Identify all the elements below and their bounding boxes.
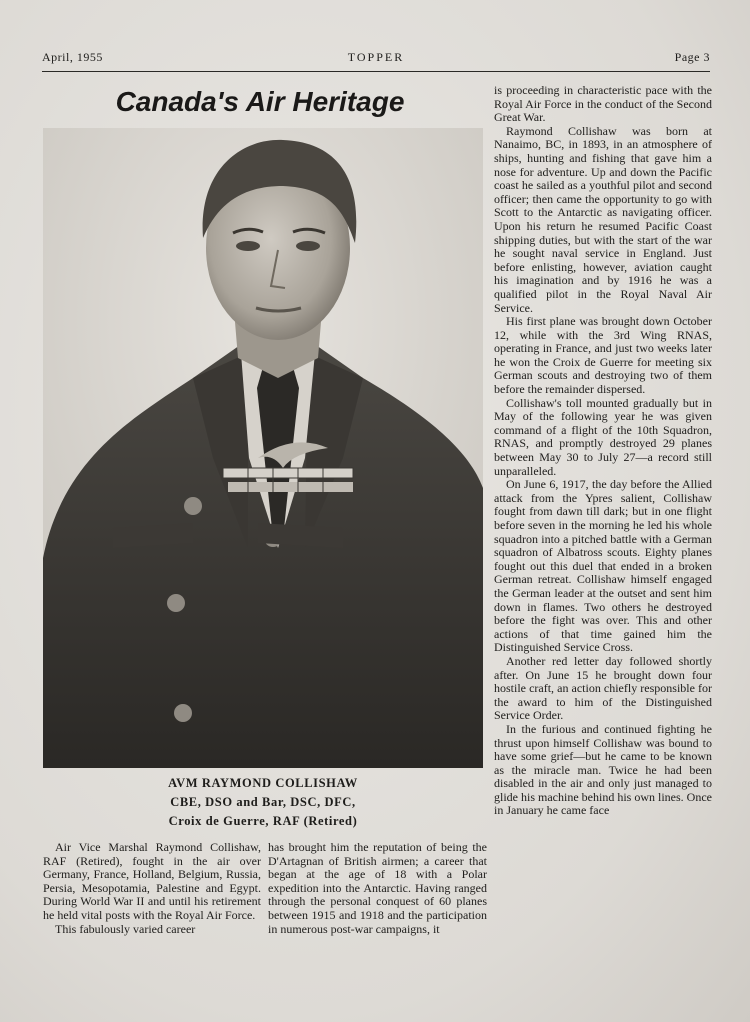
paragraph: Air Vice Marshal Raymond Collishaw, RAF (Retired), fought in the air over Germany, France, Holland, Belgium, Russia, Persia, Mesopotamia, Palestine and Egypt. During World War II and until his retirement he held vital posts with the Royal Air Force. (43, 840, 261, 922)
magazine-name: TOPPER (347, 50, 405, 64)
running-header (42, 50, 710, 68)
caption-honours-1: CBE, DSO and Bar, DSC, DFC, (170, 795, 356, 809)
column-3 (494, 84, 712, 818)
paragraph: Raymond Collishaw was born at Nanaimo, BC, in 1893, in an atmosphere of ships, hunting and fishing that gave him a nose for adventure. Up and down the Pacific coast he sailed as a youthful pilot and second officer; then came the opportunity to go with Scott to the Antarctic as navigating officer. Upon his return he resumed Pacific Coast shipping duties, but with the start of the war he sought naval service in England. Just before enlisting, however, aviation caught his imagination and by 1916 he was a qualified pilot in the Royal Naval Air Service. (494, 123, 712, 315)
column-2 (268, 841, 487, 936)
paragraph: Collishaw's toll mounted gradually but in May of the following year he was given command of a flight of the 10th Squadron, RNAS, and promptly destroyed 29 planes between May 30 to July 27—a record still unparalleled. (494, 395, 712, 478)
paragraph: In the furious and continued fighting he thrust upon himself Collishaw was bound to have some grief—but he came to be known as the miracle man. Twice he had been disabled in the air and only just managed to glide his machine behind his own lines. Once in January he came face (494, 721, 712, 818)
paragraph: On June 6, 1917, the day before the Allied attack from the Ypres salient, Collishaw fought from dawn till dark; but in one flight before seven in the morning he led his whole squadron into a pitched battle with a German squadron of Albatross scouts. Eighty planes fought out this duel that ended in a broken German retreat. Collishaw himself engaged the German leader at the outset and sent him down in flames. Two others he destroyed before the fight was over. This and other actions of that time gained him the Distinguished Service Cross. (494, 477, 712, 655)
paragraph: This fabulously varied career (55, 921, 196, 936)
paragraph: Another red letter day followed shortly after. On June 15 he brought down four hostile craft, an action chiefly responsible for the award to him of the Distinguished Service Order. (494, 653, 712, 723)
page-number: Page 3 (674, 50, 710, 64)
paragraph: His first plane was brought down October 12, while with the 3rd Wing RNAS, operating in France, and just two weeks later he won the Croix de Guerre for meeting six German scouts and destroying two of them before the remainder dispersed. (494, 314, 712, 397)
article-title: Canada's Air Heritage (115, 86, 405, 117)
paragraph: has brought him the reputation of being the D'Artagnan of British airmen; a career that began at the age of 18 with a Polar expedition into the Antarctic. Having ranged through the personal conquest of 60 planes between 1915 and 1918 and the participation in numerous post-war campaigns, it (268, 840, 487, 936)
header-rule (42, 71, 710, 72)
column-1 (43, 841, 261, 936)
portrait-photo-icon (43, 128, 483, 768)
caption-name: AVM RAYMOND COLLISHAW (168, 776, 358, 790)
issue-date: April, 1955 (42, 50, 103, 64)
photo-caption (43, 774, 483, 831)
paragraph: is proceeding in characteristic pace with the Royal Air Force in the conduct of the Second Great War. (494, 83, 712, 125)
caption-honours-2: Croix de Guerre, RAF (Retired) (168, 814, 358, 828)
